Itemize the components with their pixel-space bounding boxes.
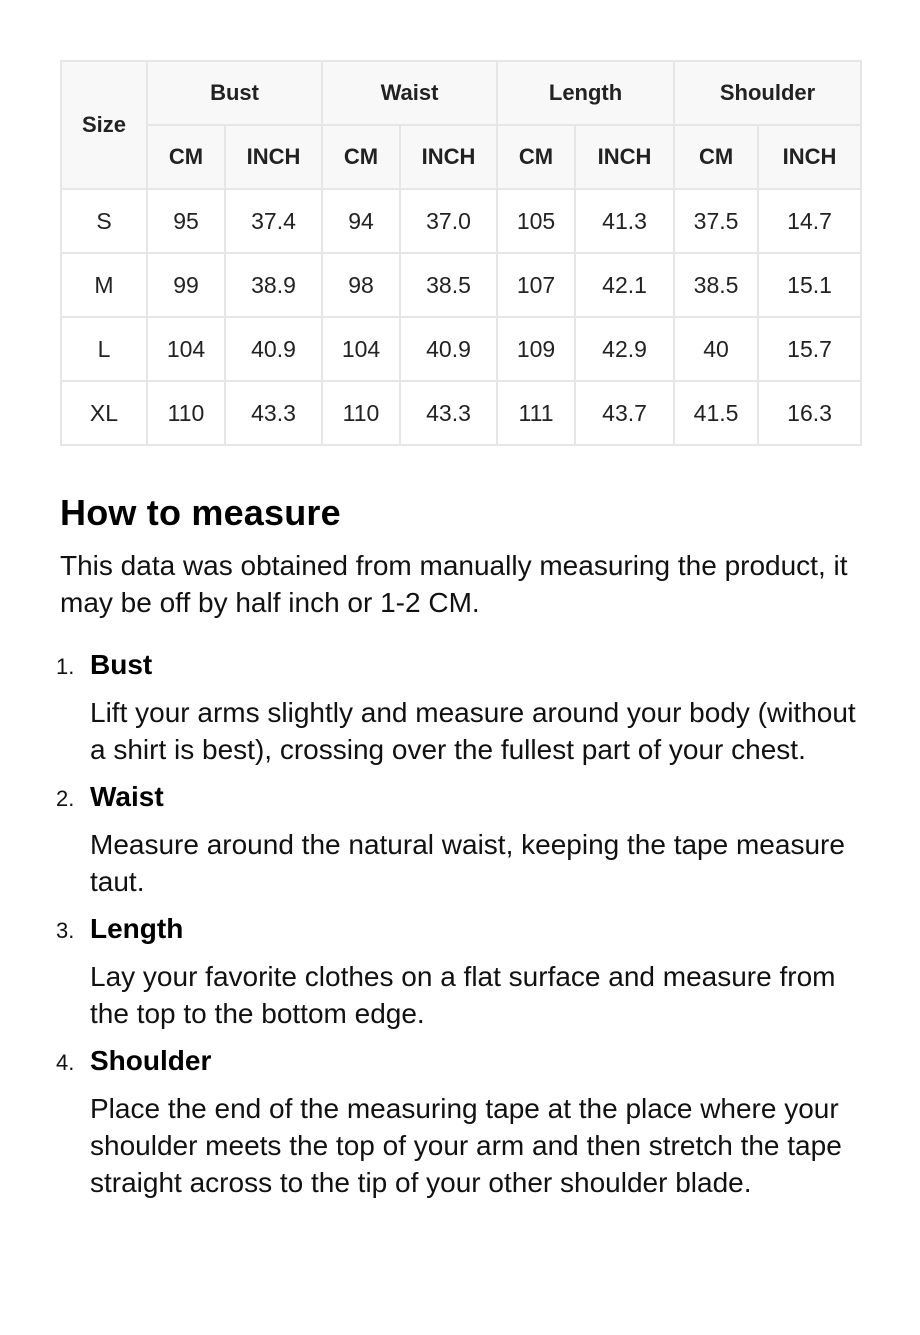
how-to-measure-heading: How to measure (60, 492, 341, 533)
waist-group-header: Waist (322, 61, 497, 125)
unit-header: INCH (225, 125, 322, 189)
list-item (56, 912, 860, 1032)
unit-header: CM (674, 125, 758, 189)
length-group-header: Length (497, 61, 674, 125)
table-cell: 104 (147, 317, 225, 381)
table-cell: 42.1 (575, 253, 674, 317)
table-cell: 43.7 (575, 381, 674, 445)
table-row (61, 253, 861, 317)
list-item (56, 780, 860, 900)
step-number: 3. (56, 918, 75, 943)
size-column-header: Size (61, 61, 147, 189)
size-cell: M (61, 253, 147, 317)
table-cell: 37.5 (674, 189, 758, 253)
table-cell: 98 (322, 253, 400, 317)
step-title-waist: Waist (90, 781, 164, 812)
table-row (61, 189, 861, 253)
table-cell: 40 (674, 317, 758, 381)
step-title-bust: Bust (90, 649, 153, 680)
table-cell: 40.9 (225, 317, 322, 381)
table-header-unit-row (61, 125, 861, 189)
list-item (56, 1044, 860, 1201)
table-cell: 95 (147, 189, 225, 253)
unit-header: CM (147, 125, 225, 189)
step-title-length: Length (90, 913, 184, 944)
step-description: Place the end of the measuring tape at the place where your shoulder meets the top of your arm and then stretch the tape straight across to the tip of your other shoulder blade. (90, 1093, 842, 1198)
step-number: 2. (56, 786, 75, 811)
table-cell: 16.3 (758, 381, 861, 445)
table-cell: 111 (497, 381, 575, 445)
step-description: Measure around the natural waist, keeping the tape measure taut. (90, 829, 845, 897)
unit-header: INCH (575, 125, 674, 189)
size-cell: XL (61, 381, 147, 445)
table-cell: 38.5 (400, 253, 497, 317)
step-description: Lift your arms slightly and measure around your body (without a shirt is best), crossing over the fullest part of your chest. (90, 697, 856, 765)
table-row (61, 381, 861, 445)
table-cell: 15.7 (758, 317, 861, 381)
table-cell: 38.9 (225, 253, 322, 317)
table-cell: 38.5 (674, 253, 758, 317)
table-cell: 43.3 (400, 381, 497, 445)
table-cell: 107 (497, 253, 575, 317)
list-item (56, 648, 860, 768)
size-cell: L (61, 317, 147, 381)
step-number: 1. (56, 654, 75, 679)
step-title-shoulder: Shoulder (90, 1045, 212, 1076)
table-cell: 41.3 (575, 189, 674, 253)
table-cell: 37.4 (225, 189, 322, 253)
size-table (60, 60, 862, 446)
table-cell: 42.9 (575, 317, 674, 381)
table-cell: 37.0 (400, 189, 497, 253)
size-chart-page (56, 60, 860, 1198)
unit-header: CM (322, 125, 400, 189)
unit-header: INCH (758, 125, 861, 189)
table-cell: 104 (322, 317, 400, 381)
table-cell: 94 (322, 189, 400, 253)
table-cell: 43.3 (225, 381, 322, 445)
table-cell: 110 (147, 381, 225, 445)
table-cell: 99 (147, 253, 225, 317)
table-header-group-row (61, 61, 861, 125)
table-cell: 14.7 (758, 189, 861, 253)
bust-group-header: Bust (147, 61, 322, 125)
table-cell: 109 (497, 317, 575, 381)
table-cell: 15.1 (758, 253, 861, 317)
table-cell: 40.9 (400, 317, 497, 381)
step-description: Lay your favorite clothes on a flat surface and measure from the top to the bottom edge. (90, 961, 836, 1029)
table-cell: 105 (497, 189, 575, 253)
table-cell: 110 (322, 381, 400, 445)
step-number: 4. (56, 1050, 75, 1075)
table-cell: 41.5 (674, 381, 758, 445)
unit-header: INCH (400, 125, 497, 189)
shoulder-group-header: Shoulder (674, 61, 861, 125)
table-row (61, 317, 861, 381)
measurement-steps-list (56, 648, 860, 1213)
measurement-note: This data was obtained from manually measuring the product, it may be off by half inch or 1-2 CM. (60, 550, 848, 618)
unit-header: CM (497, 125, 575, 189)
size-cell: S (61, 189, 147, 253)
